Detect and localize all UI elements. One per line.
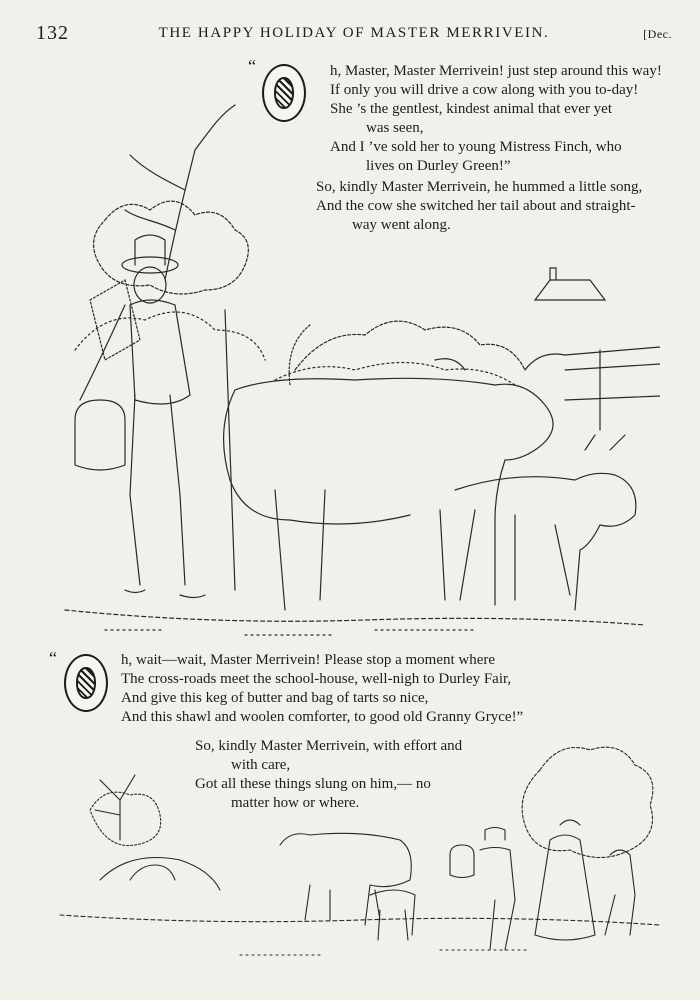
verse-line: Got all these things slung on him,— no (195, 776, 431, 792)
verse-line: If only you will drive a cow along with you to-day! (330, 82, 639, 98)
verse-line: And give this keg of butter and bag of tarts so nice, (121, 690, 429, 706)
hedge (275, 321, 525, 385)
people-figures (450, 820, 635, 950)
verse-line: way went along. (352, 217, 451, 233)
verse-line: The cross-roads meet the school-house, well-nigh to Durley Fair, (121, 671, 512, 687)
verse-3 (121, 651, 523, 727)
running-header (36, 22, 672, 46)
illustration-crossroads-scene (40, 730, 670, 970)
cow-and-donkey-figures (280, 833, 415, 940)
verse-line: And this shawl and woolen comforter, to good old Granny Gryce!” (121, 709, 524, 725)
verse-line: matter how or where. (231, 795, 360, 811)
verse-line: with care, (231, 757, 291, 773)
verse-line: was seen, (366, 120, 424, 136)
open-quote: “ (248, 56, 256, 76)
tree-right (522, 747, 653, 857)
verse-line: So, kindly Master Merrivein, he hummed a little song, (316, 179, 643, 195)
open-quote: “ (49, 648, 57, 668)
bridge (100, 858, 220, 891)
cow-figure (224, 325, 565, 610)
fence (565, 347, 660, 430)
decorative-initial-o (64, 654, 108, 712)
tree-left (75, 105, 265, 360)
ground (60, 915, 660, 955)
donkey-figure (455, 435, 636, 610)
verse-2 (316, 178, 642, 235)
verse-line: h, wait—wait, Master Merrivein! Please stop a moment where (121, 652, 496, 668)
verse-line: h, Master, Master Merrivein! just step around this way! (330, 63, 662, 79)
running-title: THE HAPPY HOLIDAY OF MASTER MERRIVEIN. (158, 25, 550, 41)
ground (65, 610, 645, 635)
tree-left (90, 775, 161, 846)
verse-line: And I ’ve sold her to young Mistress Finch, who (330, 139, 622, 155)
page-number: 132 (36, 22, 69, 44)
verse-line: She ’s the gentlest, kindest animal that ever yet (330, 101, 613, 117)
decorative-initial-o (262, 64, 306, 122)
verse-line: lives on Durley Green!” (366, 158, 511, 174)
verse-line: And the cow she switched her tail about and straight- (316, 198, 636, 214)
cottage (535, 268, 605, 300)
verse-1 (330, 62, 662, 176)
month-mark: [Dec. (643, 27, 672, 41)
verse-line: So, kindly Master Merrivein, with effort and (195, 738, 463, 754)
